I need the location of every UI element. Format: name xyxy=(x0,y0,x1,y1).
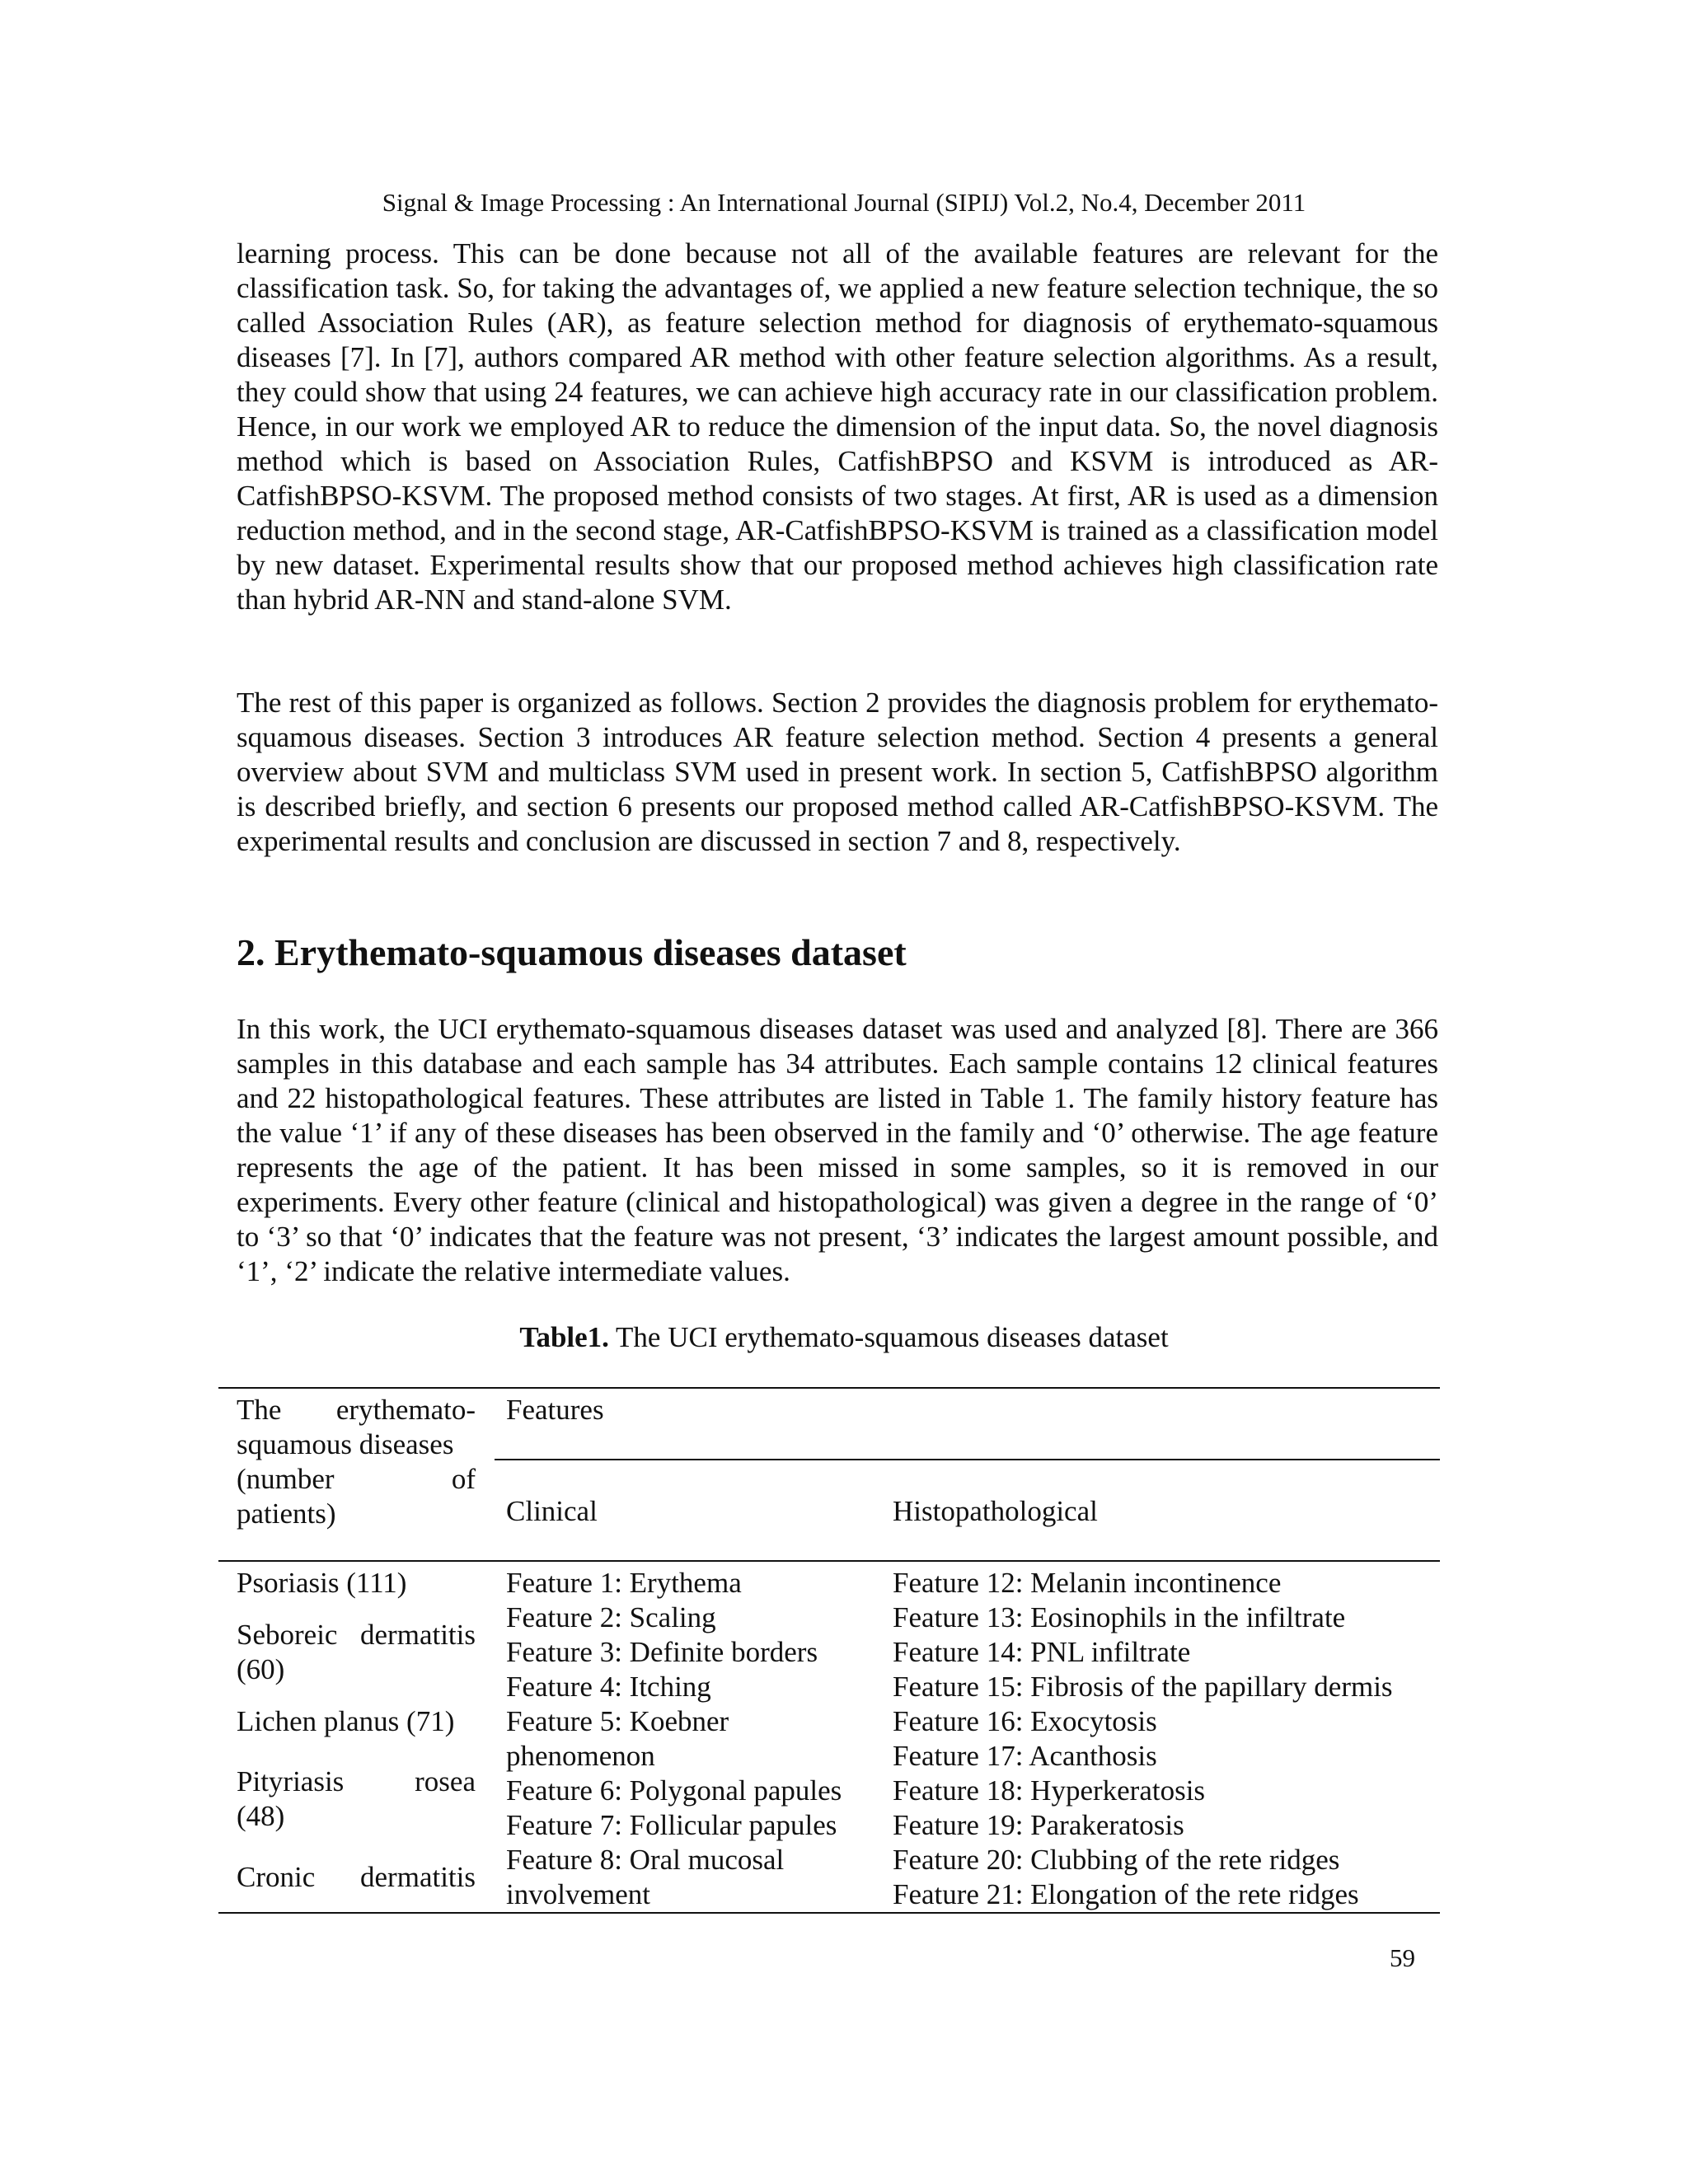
table-header-disease-line: squamous diseases xyxy=(237,1428,454,1460)
clinical-feature-line: Feature 2: Scaling xyxy=(506,1601,716,1633)
table-disease-line: Psoriasis (111) xyxy=(237,1567,407,1599)
table-caption-label: Table1. xyxy=(519,1321,609,1353)
table-disease-entry xyxy=(237,1860,476,1895)
table-disease-line: Cronic dermatitis xyxy=(237,1861,476,1893)
histopathological-feature-line: Feature 14: PNL infiltrate xyxy=(893,1636,1191,1668)
table-header-disease-line: The erythemato- xyxy=(237,1394,476,1426)
clinical-feature-line: Feature 4: Itching xyxy=(506,1671,711,1703)
body-paragraph: The rest of this paper is organized as follows. Section 2 provides the diagnosis problem for erythemato-squamous diseases. Section 3 introduces AR feature selection method. Section 4 presents a general overview about SVM and multiclass SVM used in present work. In section 5, CatfishBPSO algorithm is described briefly, and section 6 presents our proposed method called AR-CatfishBPSO-KSVM. The experimental results and conclusion are discussed in section 7 and 8, respectively. xyxy=(237,687,1438,857)
table-disease-line: (60) xyxy=(237,1653,285,1685)
clinical-feature-line: Feature 8: Oral mucosal xyxy=(506,1844,785,1876)
page-number: 59 xyxy=(1390,1943,1415,1972)
body-paragraph: learning process. This can be done because not all of the available features are relevant for the classification task. So, for taking the advantages of, we applied a new feature selection technique, the so called Association Rules (AR), as feature selection method for diagnosis of erythemato-squamous diseases [7]. In [7], authors compared AR method with other feature selection algorithms. As a result, they could show that using 24 features, we can achieve high accuracy rate in our classification problem. Hence, in our work we employed AR to reduce the dimension of the input data. So, the novel diagnosis method which is based on Association Rules, CatfishBPSO and KSVM is introduced as AR-CatfishBPSO-KSVM. The proposed method consists of two stages. At first, AR is used as a dimension reduction method, and in the second stage, AR-CatfishBPSO-KSVM is trained as a classification model by new dataset. Experimental results show that our proposed method achieves high classification rate than hybrid AR-NN and stand-alone SVM. xyxy=(237,237,1438,616)
table-header-histopathological: Histopathological xyxy=(893,1495,1098,1527)
body-paragraph: In this work, the UCI erythemato-squamous diseases dataset was used and analyzed [8]. There are 366 samples in this database and each sample has 34 attributes. Each sample contains 12 clinical features and 22 histopathological features. These attributes are listed in Table 1. The family history feature has the value ‘1’ if any of these diseases has been observed in the family and ‘0’ otherwise. The age feature represents the age of the patient. It has been missed in some samples, so it is removed in our experiments. Every other feature (clinical and histopathological) was given a degree in the range of ‘0’ to ‘3’ so that ‘0’ indicates that the feature was not present, ‘3’ indicates the largest amount possible, and ‘1’, ‘2’ indicate the relative intermediate values. xyxy=(237,1013,1438,1287)
table-disease-entry xyxy=(237,1618,476,1687)
clinical-feature-line: Feature 6: Polygonal papules xyxy=(506,1774,842,1807)
clinical-feature-line: involvement xyxy=(506,1878,650,1910)
clinical-feature-line: Feature 3: Definite borders xyxy=(506,1636,818,1668)
clinical-feature-line: phenomenon xyxy=(506,1740,655,1772)
clinical-features-list xyxy=(506,1566,842,1912)
histopathological-feature-line: Feature 15: Fibrosis of the papillary dermis xyxy=(893,1671,1393,1703)
table-disease-line: Lichen planus (71) xyxy=(237,1705,455,1737)
table-caption xyxy=(0,1320,1688,1355)
table-header-clinical: Clinical xyxy=(506,1495,598,1527)
table-disease-entry xyxy=(237,1765,476,1834)
section-heading: 2. Erythemato-squamous diseases dataset xyxy=(237,931,907,973)
clinical-feature-line: Feature 7: Follicular papules xyxy=(506,1809,837,1841)
table-disease-entry xyxy=(237,1566,476,1601)
table-features-rule xyxy=(495,1459,1440,1460)
table-header-disease xyxy=(237,1393,476,1531)
clinical-feature-line: Feature 1: Erythema xyxy=(506,1567,742,1599)
table-header-bottom-rule xyxy=(218,1560,1440,1562)
histopathological-feature-line: Feature 19: Parakeratosis xyxy=(893,1809,1184,1841)
table-caption-text: The UCI erythemato-squamous diseases dataset xyxy=(608,1321,1169,1353)
histopathological-feature-line: Feature 17: Acanthosis xyxy=(893,1740,1157,1772)
histopathological-feature-line: Feature 20: Clubbing of the rete ridges xyxy=(893,1844,1340,1876)
table-disease-entry xyxy=(237,1704,476,1739)
histopathological-feature-line: Feature 16: Exocytosis xyxy=(893,1705,1157,1737)
histopathological-feature-line: Feature 12: Melanin incontinence xyxy=(893,1567,1282,1599)
table-header-features: Features xyxy=(506,1394,604,1426)
table-disease-line: Seboreic dermatitis xyxy=(237,1619,476,1651)
table-bottom-rule xyxy=(218,1912,1440,1914)
table-disease-line: Pityriasis rosea xyxy=(237,1765,476,1797)
table-header-disease-line: (number of xyxy=(237,1463,476,1495)
table-disease-line: (48) xyxy=(237,1800,285,1832)
histopathological-feature-line: Feature 13: Eosinophils in the infiltrate xyxy=(893,1601,1346,1633)
table-header-disease-line: patients) xyxy=(237,1497,336,1530)
histopathological-feature-line: Feature 18: Hyperkeratosis xyxy=(893,1774,1206,1807)
histopathological-features-list xyxy=(893,1566,1393,1912)
table-top-rule xyxy=(218,1387,1440,1389)
clinical-feature-line: Feature 5: Koebner xyxy=(506,1705,729,1737)
running-header: Signal & Image Processing : An International Journal (SIPIJ) Vol.2, No.4, December 2011 xyxy=(382,188,1306,217)
histopathological-feature-line: Feature 21: Elongation of the rete ridges xyxy=(893,1878,1359,1910)
